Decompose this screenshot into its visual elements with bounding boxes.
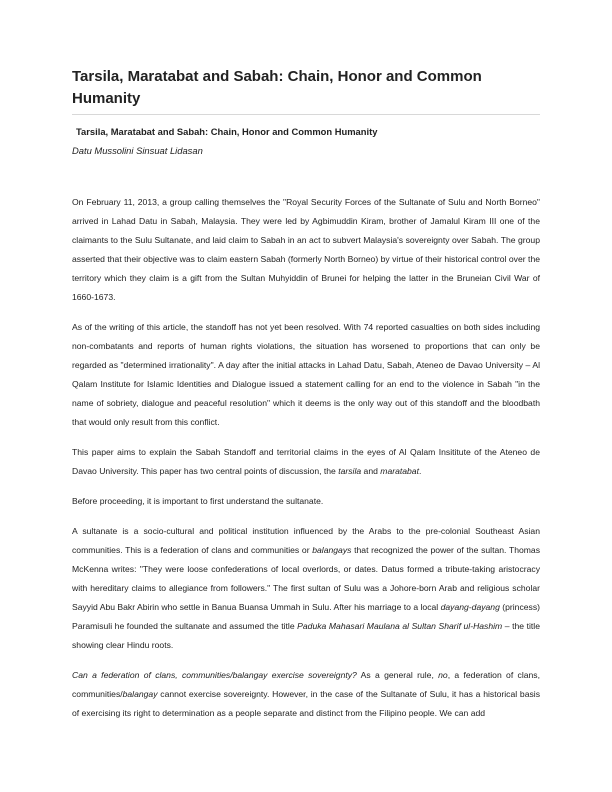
- paragraph-5-text-d: – the title showing clear Hindu roots.: [72, 621, 540, 650]
- paragraph-5-text-c: (princess) Paramisuli he founded the sultanate and assumed the title: [72, 602, 540, 631]
- paragraph-5-term-dayang: dayang-dayang: [440, 602, 500, 612]
- paragraph-3: [72, 443, 540, 481]
- paragraph-6-question: Can a federation of clans, communities/balangay exercise sovereignty?: [72, 670, 357, 680]
- paragraph-6-text-c: cannot exercise sovereignty. However, in the case of the Sultanate of Sulu, it has a historical basis of exercising its right to determination as a people separate and distinct from the Filipino people. We can add: [72, 689, 540, 718]
- paragraph-3-text-c: .: [418, 466, 422, 476]
- document-author: Datu Mussolini Sinsuat Lidasan: [72, 145, 203, 156]
- paragraph-6-text-b: , a federation of clans, communities/: [72, 670, 540, 699]
- paragraph-3-text-a: This paper aims to explain the Sabah Standoff and territorial claims in the eyes of Al Qalam Insititute of the Ateneo de Davao University. This paper has two central points of discussion, the: [72, 447, 540, 476]
- paragraph-5-term-balangays: balangays: [312, 545, 352, 555]
- document-body: [72, 193, 540, 723]
- title-divider: [72, 114, 540, 115]
- document-page: [72, 66, 540, 734]
- paragraph-3-text-b: and: [361, 466, 381, 476]
- paragraph-2: As of the writing of this article, the standoff has not yet been resolved. With 74 reported casualties on both sides including non-combatants and reports of human rights violations, the situation has worsened to proportions that can only be regarded as "determined irrationality". A day after the initial attacks in Lahad Datu, Sabah, Ateneo de Davao University – Al Qalam Institute for Islamic Identities and Dialogue issued a statement calling for an end to the violence in Sabah "in the name of sobriety, dialogue and peaceful resolution" which it deems is the only way out of this standoff and the bloodbath that would only result from this conflict.: [72, 322, 540, 427]
- paragraph-4: Before proceeding, it is important to first understand the sultanate.: [72, 496, 324, 506]
- document-title: Tarsila, Maratabat and Sabah: Chain, Honor and Common Humanity: [72, 68, 482, 107]
- paragraph-5-text-b: that recognized the power of the sultan. Thomas McKenna writes: "They were loose confederations of local overlords, or dates. Datus formed a tribute-taking aristocracy with hereditary claims to allegiance from followers." The first sultan of Sulu was a Johore-born Arab and religious scholar Sayyid Abu Bakr Abirin who settle in Banua Buansa Ummah in Sulu. After his marriage to a local: [72, 545, 540, 612]
- paragraph-6-term-no: no: [438, 670, 448, 680]
- paragraph-5-text-a: A sultanate is a socio-cultural and political institution influenced by the Arabs to the pre-colonial Southeast Asian communities. This is a federation of clans and communities or: [72, 526, 540, 555]
- paragraph-5: [72, 522, 540, 655]
- paragraph-5-term-title: Paduka Mahasari Maulana al Sultan Sharif ul-Hashim: [297, 621, 503, 631]
- paragraph-3-term-tarsila: tarsila: [338, 466, 362, 476]
- paragraph-6-term-balangay: balangay: [122, 689, 158, 699]
- paragraph-1: On February 11, 2013, a group calling themselves the "Royal Security Forces of the Sultanate of Sulu and North Borneo" arrived in Lahad Datu in Sabah, Malaysia. They were led by Agbimuddin Kiram, brother of Jamalul Kiram III one of the claimants to the Sulu Sultanate, and laid claim to Sabah in an act to subvert Malaysia's sovereignty over Sabah. The group asserted that their objective was to claim eastern Sabah (formerly North Borneo) by virtue of their historical control over the territory which they claim is a gift from the Sultan Muhyiddin of Brunei for helping the latter in the Bruneian Civil War of 1660-1673.: [72, 197, 540, 302]
- paragraph-6-text-a: As a general rule,: [356, 670, 439, 680]
- paragraph-6: [72, 666, 540, 723]
- document-subtitle: Tarsila, Maratabat and Sabah: Chain, Honor and Common Humanity: [76, 126, 378, 137]
- paragraph-3-term-maratabat: maratabat: [380, 466, 419, 476]
